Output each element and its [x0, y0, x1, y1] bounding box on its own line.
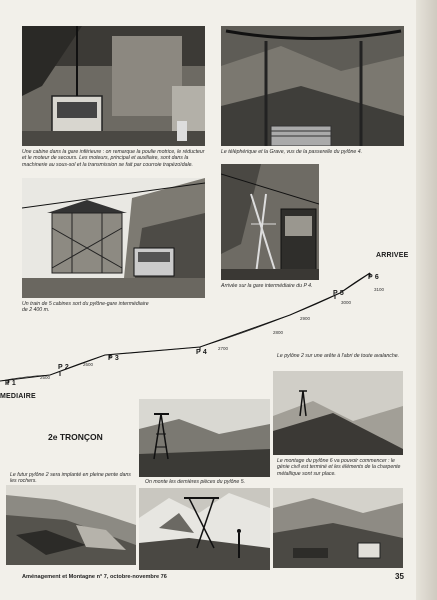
- altitude-2500: 2500: [40, 375, 51, 380]
- label-pylon-p5: P 5: [333, 290, 344, 297]
- altitude-2700: 2700: [218, 346, 229, 351]
- altitude-2900: 2900: [300, 316, 311, 321]
- caption-cabin: Une cabine dans la gare inférieure : on remarque la poulie motrice, le réducteur et le moteur de secours. Les moteurs, principal et auxiliaire, sont dans la machinerie au sous-sol et la transmission se fait par courroie trapézoïdale.: [22, 149, 205, 168]
- page-number: 35: [395, 572, 404, 581]
- photo-montage-p6: [273, 488, 403, 568]
- photo-pylone5-montage: [139, 488, 270, 570]
- photo-pylone1: [139, 399, 270, 477]
- label-pylon-p6: P 6: [368, 274, 379, 281]
- altitude-2600: 2600: [83, 362, 94, 367]
- photo-cabin-lower-station: [22, 26, 205, 146]
- caption-montage-p6: Le montage du pylône 6 va pouvoir commencer : le génie civil est terminé et les éléments de la charpente métallique sont sur place.: [277, 458, 401, 477]
- caption-futur-pylone2: Le futur pylône 2 sera implanté en pleine pente dans les rochers.: [10, 472, 131, 485]
- page-binding-edge: [416, 0, 437, 600]
- label-pylon-p2: P 2: [58, 364, 69, 371]
- altitude-2800: 2800: [273, 330, 284, 335]
- caption-dernieres-pieces: On monte les dernières pièces du pylône 5.: [145, 479, 246, 485]
- caption-telepherique: Le téléphérique et la Grave, vus de la passerelle du pylône 4.: [221, 149, 363, 155]
- label-pylon-p1: P 1: [5, 380, 16, 387]
- caption-train: Un train de 5 cabines sort du pylône-gare intermédiaire de 2 400 m.: [22, 301, 149, 314]
- footer-publication: Aménagement et Montagne n° 7, octobre-novembre 76: [22, 574, 167, 580]
- altitude-3000: 3000: [341, 300, 352, 305]
- photo-futur-pylone2: [6, 485, 136, 565]
- label-pylon-p3: P 3: [108, 355, 119, 362]
- photo-pylone2-arete: [273, 371, 403, 455]
- caption-pylone2-arete: Le pylône 2 sur une arête à l'abri de toute avalanche.: [277, 353, 400, 359]
- caption-arrivee-p4: Arrivée sur la gare intermédiaire du P 4.: [221, 283, 313, 289]
- photo-telepherique-passerelle: [221, 26, 404, 146]
- label-pylon-p4: P 4: [196, 349, 207, 356]
- label-mediaire: MEDIAIRE: [0, 393, 36, 400]
- label-arrivee: ARRIVEE: [376, 252, 409, 259]
- section-title: 2e TRONÇON: [48, 432, 103, 442]
- altitude-3100: 3100: [374, 287, 385, 292]
